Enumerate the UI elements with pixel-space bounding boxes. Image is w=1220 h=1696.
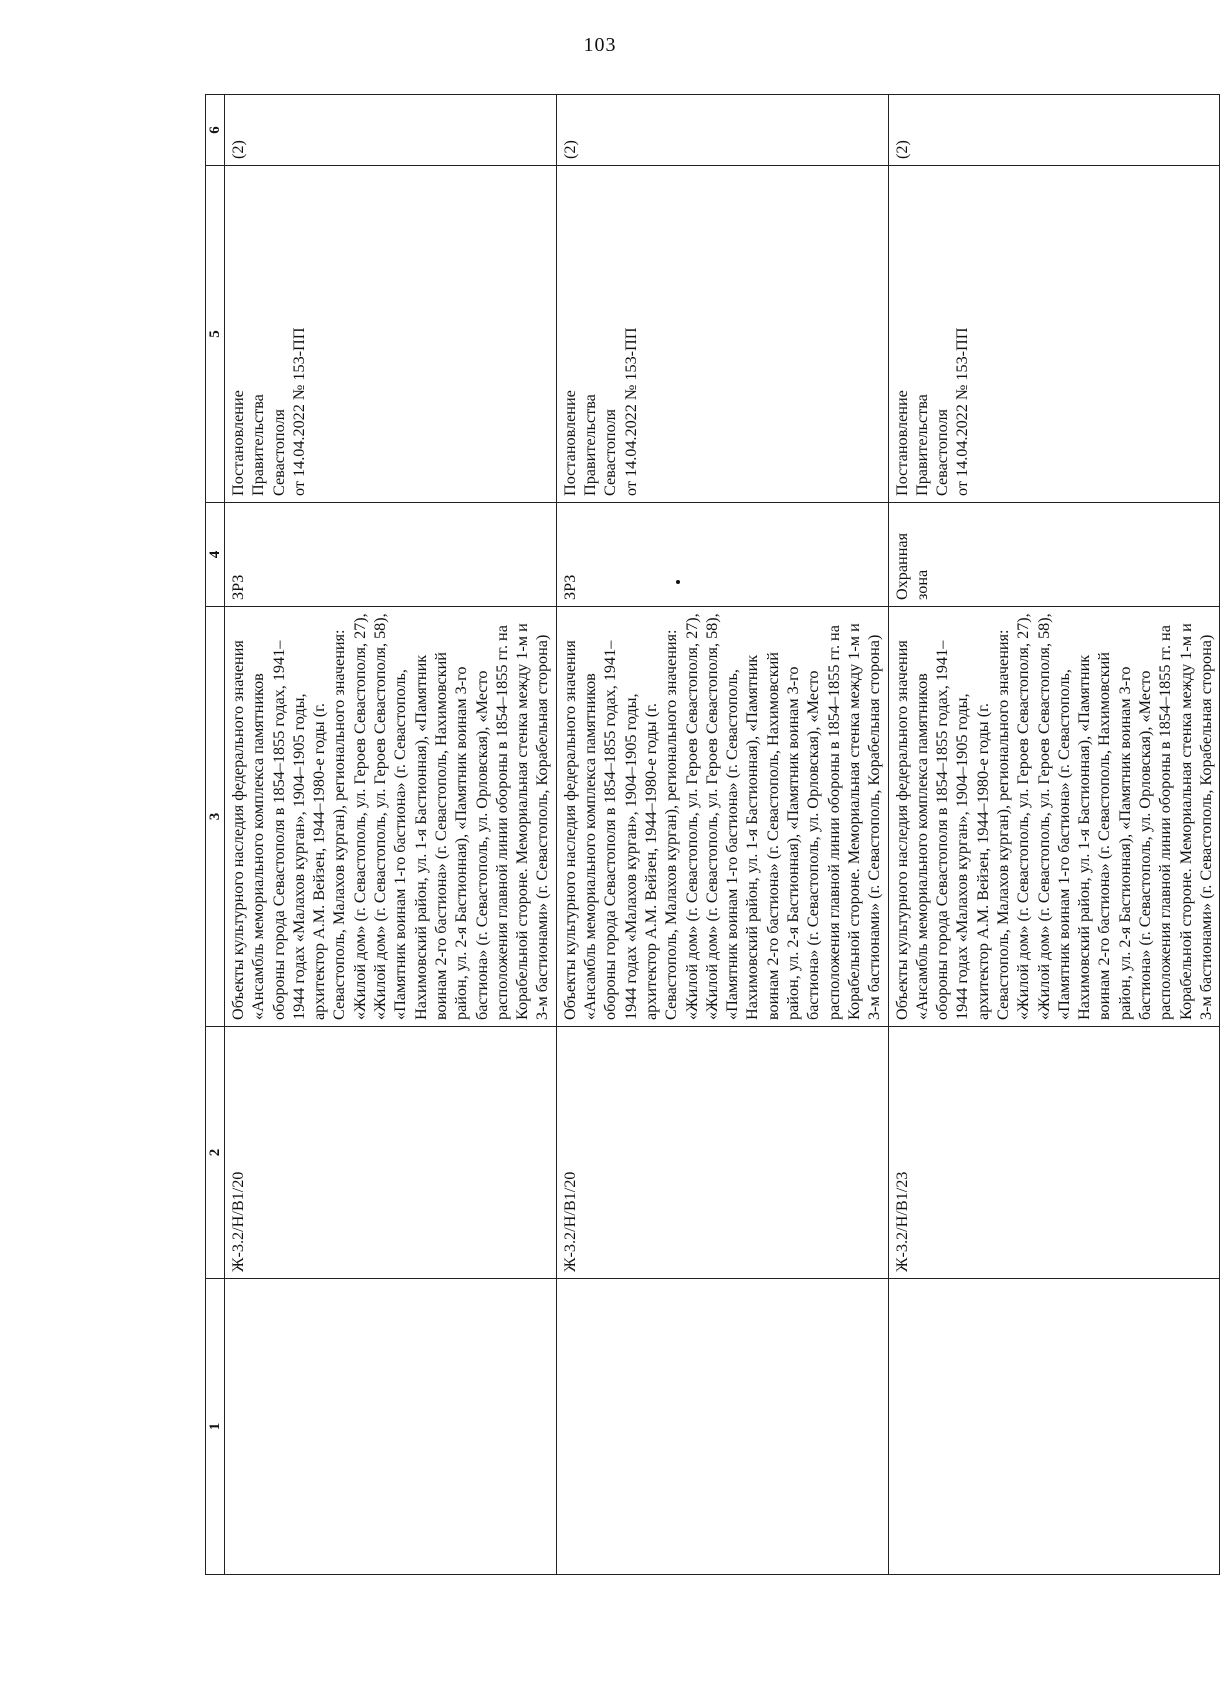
table-header-row — [206, 95, 225, 1575]
table-row — [556, 95, 888, 1575]
column-header-2: 2 — [206, 1027, 225, 1279]
table-row — [225, 95, 557, 1575]
heritage-description-cell: Объекты культурного наследия федерального значения «Ансамбль мемориального комплекса памятников обороны города Севастополя в 1854–1855 годах, 1941–1944 годах «Малахов курган», 1904–1905 годы, архитектор А.М. Вейзен, 1944–1980-е годы (г. Севастополь, Малахов курган), регионального значения: «Жилой дом» (г. Севастополь, ул. Героев Севастополя, 27), «Жилой дом» (г. Севастополь, ул. Героев Севастополя, 58), «Памятник воинам 1-го бастиона» (г. Севастополь, Нахимовский район, ул. 1-я Бастионная), «Памятник воинам 2-го бастиона» (г. Севастополь, Нахимовский район, ул. 2-я Бастионная), «Памятник воинам 3-го бастиона» (г. Севастополь, ул. Орловская), «Место расположения главной линии обороны в 1854–1855 гг. на Корабельной стороне. Мемориальная стенка между 1-м и 3-м бастионами» (г. Севастополь, Корабельная сторона) — [225, 607, 557, 1027]
column-header-3: 3 — [206, 607, 225, 1027]
zones-table — [205, 94, 1220, 1575]
zone-code-cell: Ж-3.2/Н/В1/20 — [556, 1027, 888, 1279]
legal-document-cell: Постановление Правительства Севастополя от 14.04.2022 № 153-ПП — [556, 166, 888, 503]
table-row — [888, 95, 1220, 1575]
row-number-cell — [888, 1279, 1220, 1575]
zone-code-cell: Ж-3.2/Н/В1/20 — [225, 1027, 557, 1279]
zone-type-cell — [556, 503, 888, 607]
column-header-4: 4 — [206, 503, 225, 607]
zone-type-cell: Охранная зона — [888, 503, 1220, 607]
zone-code-cell: Ж-3.2/Н/В1/23 — [888, 1027, 1220, 1279]
rotated-table-container — [205, 95, 1215, 1575]
note-cell: (2) — [888, 95, 1220, 166]
column-header-5: 5 — [206, 166, 225, 503]
scan-dot-mark — [676, 580, 680, 584]
column-header-6: 6 — [206, 95, 225, 166]
heritage-description-cell: Объекты культурного наследия федерального значения «Ансамбль мемориального комплекса памятников обороны города Севастополя в 1854–1855 годах, 1941–1944 годах «Малахов курган», 1904–1905 годы, архитектор А.М. Вейзен, 1944–1980-е годы (г. Севастополь, Малахов курган), регионального значения: «Жилой дом» (г. Севастополь, ул. Героев Севастополя, 27), «Жилой дом» (г. Севастополь, ул. Героев Севастополя, 58), «Памятник воинам 1-го бастиона» (г. Севастополь, Нахимовский район, ул. 1-я Бастионная), «Памятник воинам 2-го бастиона» (г. Севастополь, Нахимовский район, ул. 2-я Бастионная), «Памятник воинам 3-го бастиона» (г. Севастополь, ул. Орловская), «Место расположения главной линии обороны в 1854–1855 гг. на Корабельной стороне. Мемориальная стенка между 1-м и 3-м бастионами» (г. Севастополь, Корабельная сторона) — [888, 607, 1220, 1027]
note-cell: (2) — [225, 95, 557, 166]
row-number-cell — [225, 1279, 557, 1575]
heritage-description-cell: Объекты культурного наследия федерального значения «Ансамбль мемориального комплекса памятников обороны города Севастополя в 1854–1855 годах, 1941–1944 годах «Малахов курган», 1904–1905 годы, архитектор А.М. Вейзен, 1944–1980-е годы (г. Севастополь, Малахов курган), регионального значения: «Жилой дом» (г. Севастополь, ул. Героев Севастополя, 27), «Жилой дом» (г. Севастополь, ул. Героев Севастополя, 58), «Памятник воинам 1-го бастиона» (г. Севастополь, Нахимовский район, ул. 1-я Бастионная), «Памятник воинам 2-го бастиона» (г. Севастополь, Нахимовский район, ул. 2-я Бастионная), «Памятник воинам 3-го бастиона» (г. Севастополь, ул. Орловская), «Место расположения главной линии обороны в 1854–1855 гг. на Корабельной стороне. Мемориальная стенка между 1-м и 3-м бастионами» (г. Севастополь, Корабельная сторона) — [556, 607, 888, 1027]
page-number: 103 — [583, 34, 617, 56]
legal-document-cell: Постановление Правительства Севастополя от 14.04.2022 № 153-ПП — [888, 166, 1220, 503]
row-number-cell — [556, 1279, 888, 1575]
column-header-1: 1 — [206, 1279, 225, 1575]
zone-type-text: ЗРЗ — [560, 574, 579, 600]
zone-type-cell: ЗРЗ — [225, 503, 557, 607]
note-cell: (2) — [556, 95, 888, 166]
legal-document-cell: Постановление Правительства Севастополя от 14.04.2022 № 153-ПП — [225, 166, 557, 503]
